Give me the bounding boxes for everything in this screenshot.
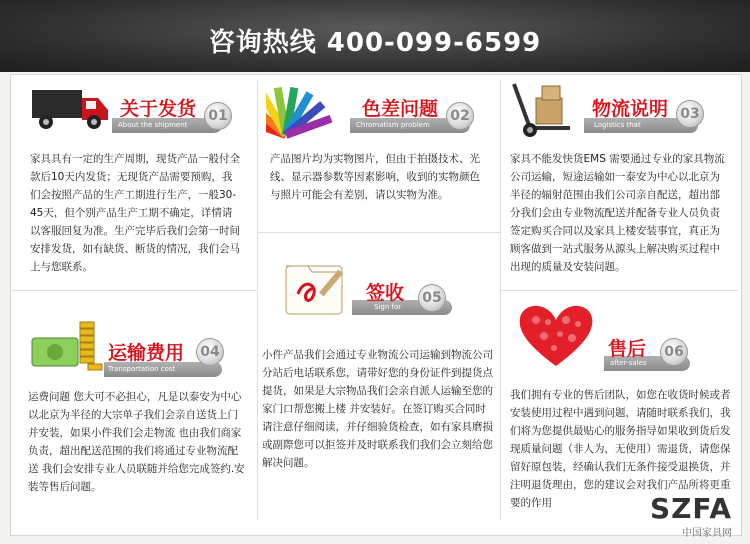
card-title: 签收	[366, 282, 405, 304]
card-title: 售后	[608, 338, 647, 360]
card-subtitle: About the shipment	[118, 121, 188, 129]
card-text: 小件产品我们会通过专业物流公司运输到物流公司分站后电话联系您，请带好您的身份证件到提货点提货，如果是大宗物品我们会亲自派人运输至您的家门口帮您搬上楼 并安装好。在签订购买合同时请注意仔细阅读，并仔细验货检查，如有家具磨损或副際您可以拒签并及时联系我们我们会立刻给您解决问题。	[262, 349, 493, 469]
truck-icon	[30, 84, 114, 132]
card-text: 家具具有一定的生产周期，现货产品一般付全款后10天内发货；无现货产品需要预购，我们会按照产品的生产工期进行生产，一般30-45天，但个别产品生产工期不确定，详情请以客服回复为准。生产完毕后我们会第一时间安排发货，如有缺货、断货的情况，我们会马上与您联系。	[30, 153, 240, 273]
card-number-badge: 05	[418, 284, 446, 312]
card-number-badge: 04	[196, 338, 224, 366]
divider	[257, 80, 258, 520]
divider	[500, 80, 501, 520]
card-title: 关于发货	[120, 98, 197, 120]
card-title: 运输费用	[108, 342, 185, 364]
divider	[257, 232, 500, 233]
card-text: 我们拥有专业的售后团队，如您在收货时候或者安装使用过程中遇到问题，请随时联系我们，我们将为您提供最贴心的服务指导如果收到货后发现质量问题（非人为，无使用）需退货，请您保留好原包装，经确认我们无条件接受退换货，并注明退货理由，您的建议会对我们产品所将更重要的作用	[510, 389, 731, 509]
money-coins-icon	[30, 310, 104, 376]
divider	[500, 290, 738, 291]
card-subtitle: Logistics that	[594, 121, 641, 129]
hotline-text: 咨询热线 400-099-6599	[208, 28, 542, 58]
card-text: 产品图片均为实物图片，但由于拍摄技术、光线、显示器参数等因素影响，收到的实物颜色与照片可能会有差别，请以实物为准。	[270, 153, 480, 201]
card-text: 家具不能发快货EMS 需要通过专业的家具物流公司运输，短途运输如一泰安为中心以北京为半径的辐射范围由我们公司亲自配送，超出部分我们会由专业物流配送并配备专业人员负责签定购买合同以及家具上楼安装事宜，真正为顾客做到一站式服务从源头上解决购买过程中出现的质量及安装问题。	[510, 153, 725, 273]
sign-doc-icon	[282, 258, 362, 320]
watermark-logo: SZFA	[649, 492, 732, 525]
header-banner	[0, 0, 750, 72]
card-text: 运费问题 您大可不必担心，凡是以泰安为中心以北京为半径的大宗单子我们会亲自送货上门并安装，如果小件我们会走物流 也由我们商家负责，超出配送范围的我们将通过专业物流配送 我们会安排专业人员联随并给您完成签约.安装等售后问题。	[28, 391, 245, 493]
divider	[12, 290, 257, 291]
card-number-badge: 02	[446, 102, 474, 130]
card-title: 色差问题	[362, 98, 439, 120]
color-fan-icon	[266, 80, 356, 140]
card-number-badge: 01	[204, 102, 232, 130]
hand-truck-icon	[508, 80, 578, 140]
card-subtitle: Chromatism problem	[356, 121, 430, 129]
heart-icon	[516, 300, 596, 370]
card-subtitle: after-sales	[610, 359, 647, 367]
card-number-badge: 06	[660, 338, 688, 366]
card-title: 物流说明	[592, 98, 669, 120]
card-subtitle: Sign for	[374, 303, 402, 311]
card-number-badge: 03	[676, 100, 704, 128]
card-subtitle: Transportation cost	[108, 365, 176, 373]
watermark-site: 中国家具网	[682, 528, 732, 539]
